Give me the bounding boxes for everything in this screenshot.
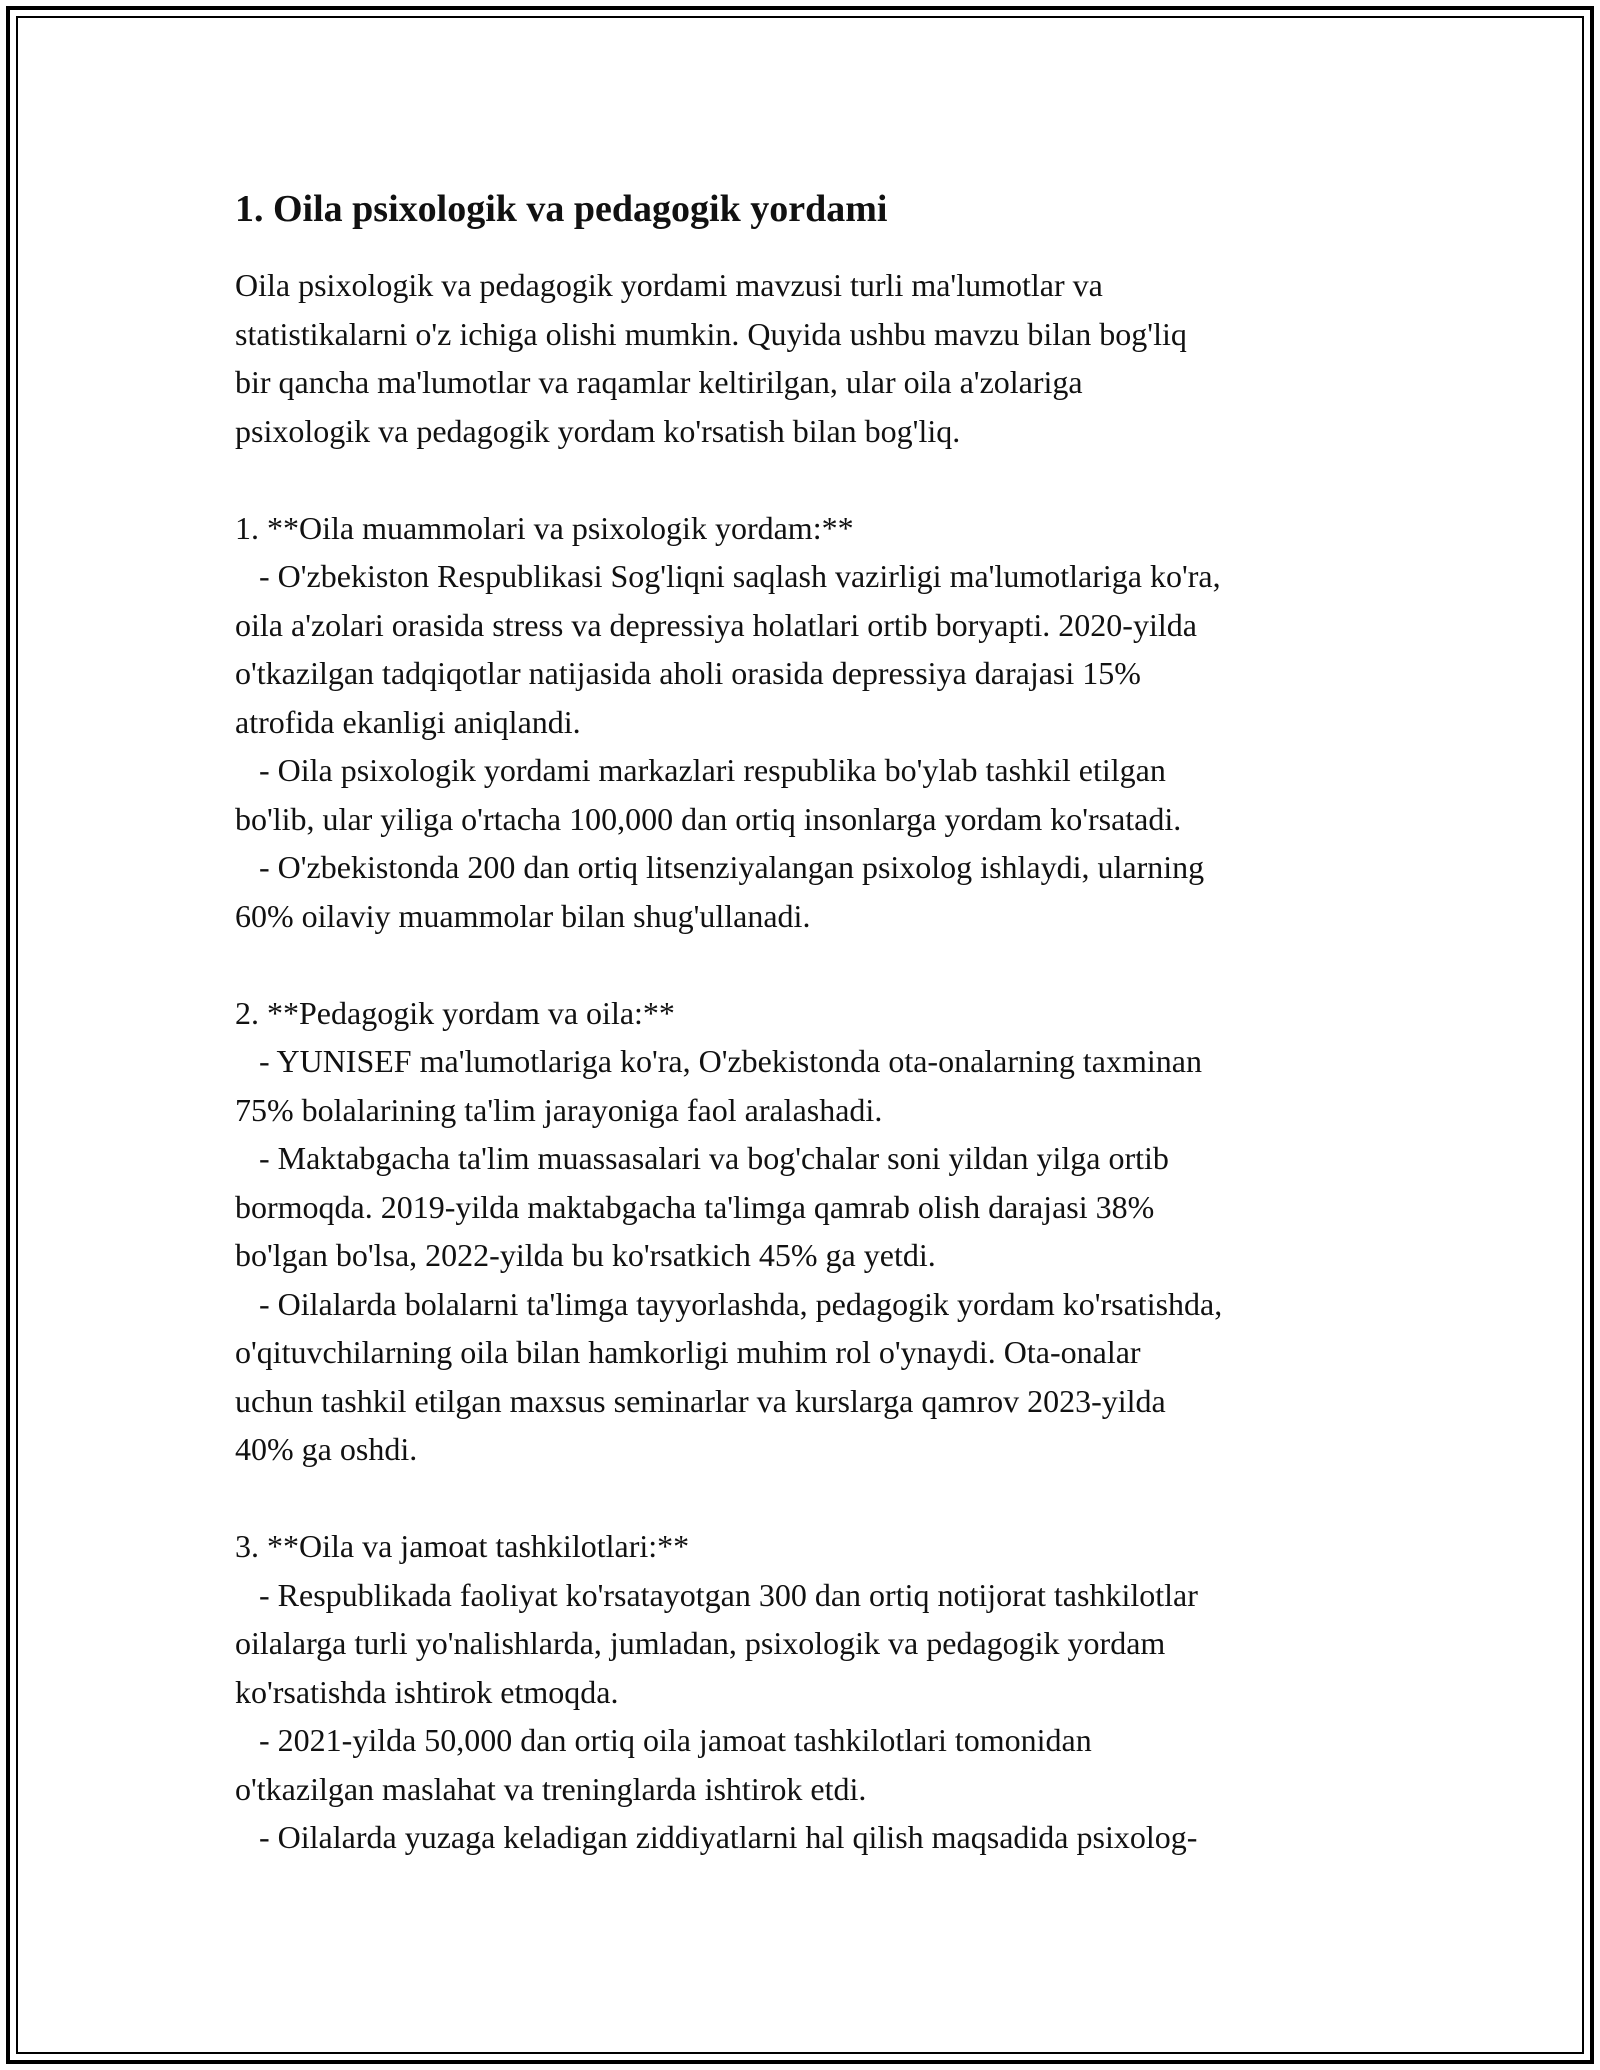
- text-line: 75% bolalarining ta'lim jarayoniga faol aralashadi.: [235, 1091, 883, 1128]
- text-line: o'tkazilgan tadqiqotlar natijasida aholi orasida depressiya darajasi 15%: [235, 655, 1141, 691]
- text-line: statistikalarni o'z ichiga olishi mumkin. Quyida ushbu mavzu bilan bog'liq: [235, 315, 1187, 352]
- text-line: 40% ga oshdi.: [235, 1431, 418, 1467]
- text-line: - Oilalarda bolalarni ta'limga tayyorlashda, pedagogik yordam ko'rsatishda,: [235, 1285, 1223, 1322]
- text-line: - YUNISEF ma'lumotlariga ko'ra, O'zbekistonda ota-onalarning taxminan: [235, 1043, 1202, 1079]
- text-line: 1. **Oila muammolari va psixologik yordam:**: [235, 509, 854, 546]
- text-line: o'tkazilgan maslahat va treninglarda ishtirok etdi.: [235, 1770, 867, 1807]
- document-body: [235, 185, 1375, 1862]
- text-line: oila a'zolari orasida stress va depressiya holatlari ortib boryapti. 2020-yilda: [235, 606, 1197, 643]
- text-line: bo'lgan bo'lsa, 2022-yilda bu ko'rsatkich 45% ga yetdi.: [235, 1237, 936, 1273]
- blank-line: [235, 940, 1375, 989]
- text-line: - O'zbekiston Respublikasi Sog'liqni saqlash vazirligi ma'lumotlariga ko'ra,: [235, 558, 1221, 594]
- text-line: bormoqda. 2019-yilda maktabgacha ta'limga qamrab olish darajasi 38%: [235, 1188, 1155, 1225]
- text-line: bir qancha ma'lumotlar va raqamlar keltirilgan, ular oila a'zolariga: [235, 364, 1083, 400]
- text-line: - Respublikada faoliyat ko'rsatayotgan 300 dan ortiq notijorat tashkilotlar: [235, 1576, 1198, 1613]
- text-line: - O'zbekistonda 200 dan ortiq litsenziyalangan psixolog ishlaydi, ularning: [235, 849, 1205, 885]
- text-line: ko'rsatishda ishtirok etmoqda.: [235, 1673, 619, 1710]
- text-line: uchun tashkil etilgan maxsus seminarlar va kurslarga qamrov 2023-yilda: [235, 1382, 1166, 1419]
- text-line: - Oila psixologik yordami markazlari respublika bo'ylab tashkil etilgan: [235, 752, 1166, 788]
- document-text: [235, 261, 1375, 1862]
- text-line: bo'lib, ular yiliga o'rtacha 100,000 dan ortiq insonlarga yordam ko'rsatadi.: [235, 800, 1182, 837]
- text-line: - Oilalarda yuzaga keladigan ziddiyatlarni hal qilish maqsadida psixolog-: [235, 1819, 1198, 1855]
- document-title: 1. Oila psixologik va pedagogik yordami: [235, 188, 888, 230]
- blank-line: [235, 455, 1375, 504]
- text-line: 2. **Pedagogik yordam va oila:**: [235, 994, 675, 1031]
- text-line: oilalarga turli yo'nalishlarda, jumladan, psixologik va pedagogik yordam: [235, 1625, 1166, 1661]
- text-line: 3. **Oila va jamoat tashkilotlari:**: [235, 1528, 690, 1564]
- text-line: psixologik va pedagogik yordam ko'rsatish bilan bog'liq.: [235, 412, 961, 449]
- text-line: - 2021-yilda 50,000 dan ortiq oila jamoat tashkilotlari tomonidan: [235, 1722, 1092, 1758]
- text-line: 60% oilaviy muammolar bilan shug'ullanadi.: [235, 897, 811, 934]
- blank-line: [235, 1474, 1375, 1523]
- text-line: atrofida ekanligi aniqlandi.: [235, 703, 581, 740]
- text-line: o'qituvchilarning oila bilan hamkorligi muhim rol o'ynaydi. Ota-onalar: [235, 1334, 1141, 1370]
- text-line: Oila psixologik va pedagogik yordami mavzusi turli ma'lumotlar va: [235, 267, 1103, 303]
- text-line: - Maktabgacha ta'lim muassasalari va bog'chalar soni yildan yilga ortib: [235, 1140, 1169, 1176]
